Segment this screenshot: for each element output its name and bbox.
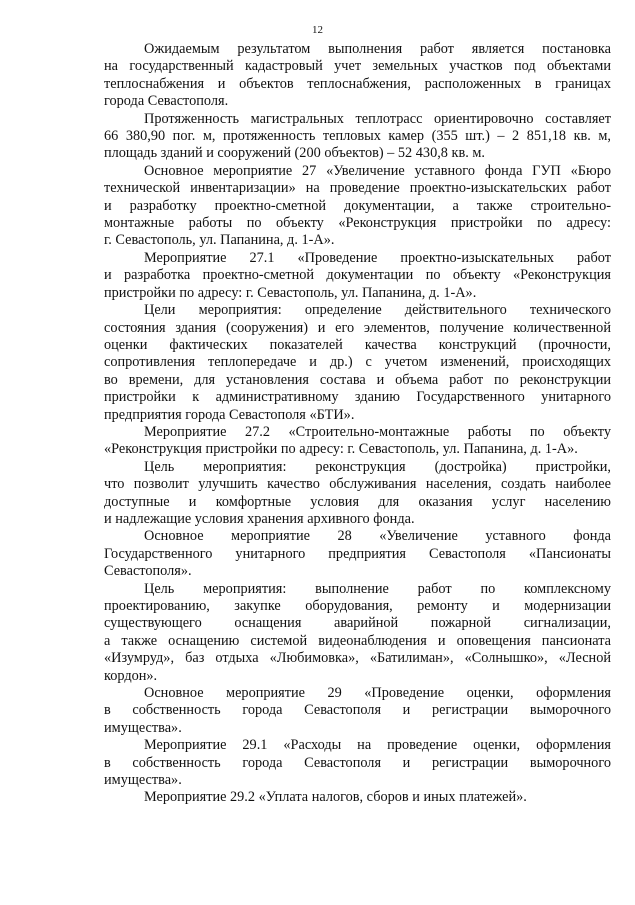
paragraph bbox=[104, 111, 611, 163]
text-line: кордон». bbox=[104, 667, 158, 684]
text-line: предприятия города Севастополя «БТИ». bbox=[104, 406, 355, 423]
text-line: Протяженность магистральных теплотрасс ориентировочно составляет bbox=[144, 110, 611, 127]
text-line: Мероприятие 29.1 «Расходы на проведение оценки, оформления bbox=[144, 737, 611, 754]
text-line: Цель мероприятия: выполнение работ по комплексному bbox=[144, 580, 611, 597]
paragraph bbox=[104, 302, 611, 424]
text-line: состояния здания (сооружения) и его элементов, получение количественной bbox=[104, 319, 611, 336]
text-line: Цели мероприятия: определение действительного технического bbox=[144, 302, 611, 319]
text-line: во времени, для установления состава и объема работ по реконструкции bbox=[104, 371, 611, 388]
text-line: Основное мероприятие 27 «Увеличение уставного фонда ГУП «Бюро bbox=[144, 162, 611, 179]
text-line: на государственный кадастровый учет земельных участков под объектами bbox=[104, 58, 611, 75]
text-line: в собственность города Севастополя и регистрации выморочного bbox=[104, 754, 611, 771]
text-line: Государственного унитарного предприятия Севастополя «Пансионаты bbox=[104, 545, 611, 562]
text-line: и разработка проектно-сметной документации по объекту «Реконструкция bbox=[104, 267, 611, 284]
page-number: 12 bbox=[312, 24, 323, 36]
text-line: Мероприятие 27.2 «Строительно-монтажные работы по объекту bbox=[144, 423, 611, 440]
text-line: а также оснащению системой видеонаблюдения и оповещения пансионата bbox=[104, 632, 611, 649]
text-line: 66 380,90 пог. м, протяженность тепловых камер (355 шт.) – 2 851,18 кв. м, bbox=[104, 128, 611, 145]
text-line: Мероприятие 27.1 «Проведение проектно-изыскательных работ bbox=[144, 249, 611, 266]
text-line: в собственность города Севастополя и регистрации выморочного bbox=[104, 702, 611, 719]
text-line: доступные и комфортные условия для оказания услуг населению bbox=[104, 493, 611, 510]
paragraph bbox=[104, 737, 611, 789]
text-line: имущества». bbox=[104, 719, 182, 736]
text-line: и разработку проектно-сметной документации, а также строительно- bbox=[104, 197, 611, 214]
text-line: города Севастополя. bbox=[104, 93, 229, 110]
text-line: г. Севастополь, ул. Папанина, д. 1-А». bbox=[104, 232, 335, 249]
paragraph bbox=[104, 424, 611, 459]
text-line: Севастополя». bbox=[104, 563, 192, 580]
paragraph bbox=[104, 528, 611, 580]
text-line: сопротивления теплопередаче и др.) с учетом изменений, происходящих bbox=[104, 354, 611, 371]
text-line: теплоснабжения и объектов теплоснабжения, расположенных в границах bbox=[104, 75, 611, 92]
document-body bbox=[104, 41, 611, 807]
text-line: монтажные работы по объекту «Реконструкция пристройки по адресу: bbox=[104, 215, 611, 232]
paragraph bbox=[104, 789, 611, 806]
text-line: Основное мероприятие 28 «Увеличение уставного фонда bbox=[144, 528, 611, 545]
paragraph bbox=[104, 459, 611, 529]
text-line: пристройки по адресу: г. Севастополь, ул. Папанина, д. 1-А». bbox=[104, 284, 477, 301]
paragraph bbox=[104, 581, 611, 685]
text-line: проектированию, закупке оборудования, ремонту и модернизации bbox=[104, 598, 611, 614]
paragraph bbox=[104, 685, 611, 737]
text-line: Основное мероприятие 29 «Проведение оценки, оформления bbox=[144, 685, 611, 702]
paragraph bbox=[104, 250, 611, 302]
text-line: существующего оснащения аварийной пожарной сигнализации, bbox=[104, 615, 611, 632]
paragraph bbox=[104, 41, 611, 111]
text-line: Ожидаемым результатом выполнения работ является постановка bbox=[144, 41, 611, 57]
paragraph bbox=[104, 163, 611, 250]
text-line: что позволит улучшить качество обслуживания населения, создать наиболее bbox=[104, 476, 611, 493]
text-line: пристройки к административному зданию Государственного унитарного bbox=[104, 389, 611, 406]
text-line: оценки фактических показателей качества конструкций (прочности, bbox=[104, 336, 611, 353]
text-line: площадь зданий и сооружений (200 объектов) – 52 430,8 кв. м. bbox=[104, 145, 485, 162]
text-line: «Реконструкция пристройки по адресу: г. Севастополь, ул. Папанина, д. 1-А». bbox=[104, 441, 578, 458]
text-line: Цель мероприятия: реконструкция (достройка) пристройки, bbox=[144, 458, 611, 475]
text-line: и надлежащие условия хранения архивного фонда. bbox=[104, 510, 415, 527]
text-line: Мероприятие 29.2 «Уплата налогов, сборов и иных платежей». bbox=[144, 789, 527, 806]
text-line: технической инвентаризации» на проведение проектно-изыскательских работ bbox=[104, 180, 611, 197]
text-line: «Изумруд», баз отдыха «Любимовка», «Батилиман», «Солнышко», «Лесной bbox=[104, 650, 611, 667]
text-line: имущества». bbox=[104, 772, 182, 789]
